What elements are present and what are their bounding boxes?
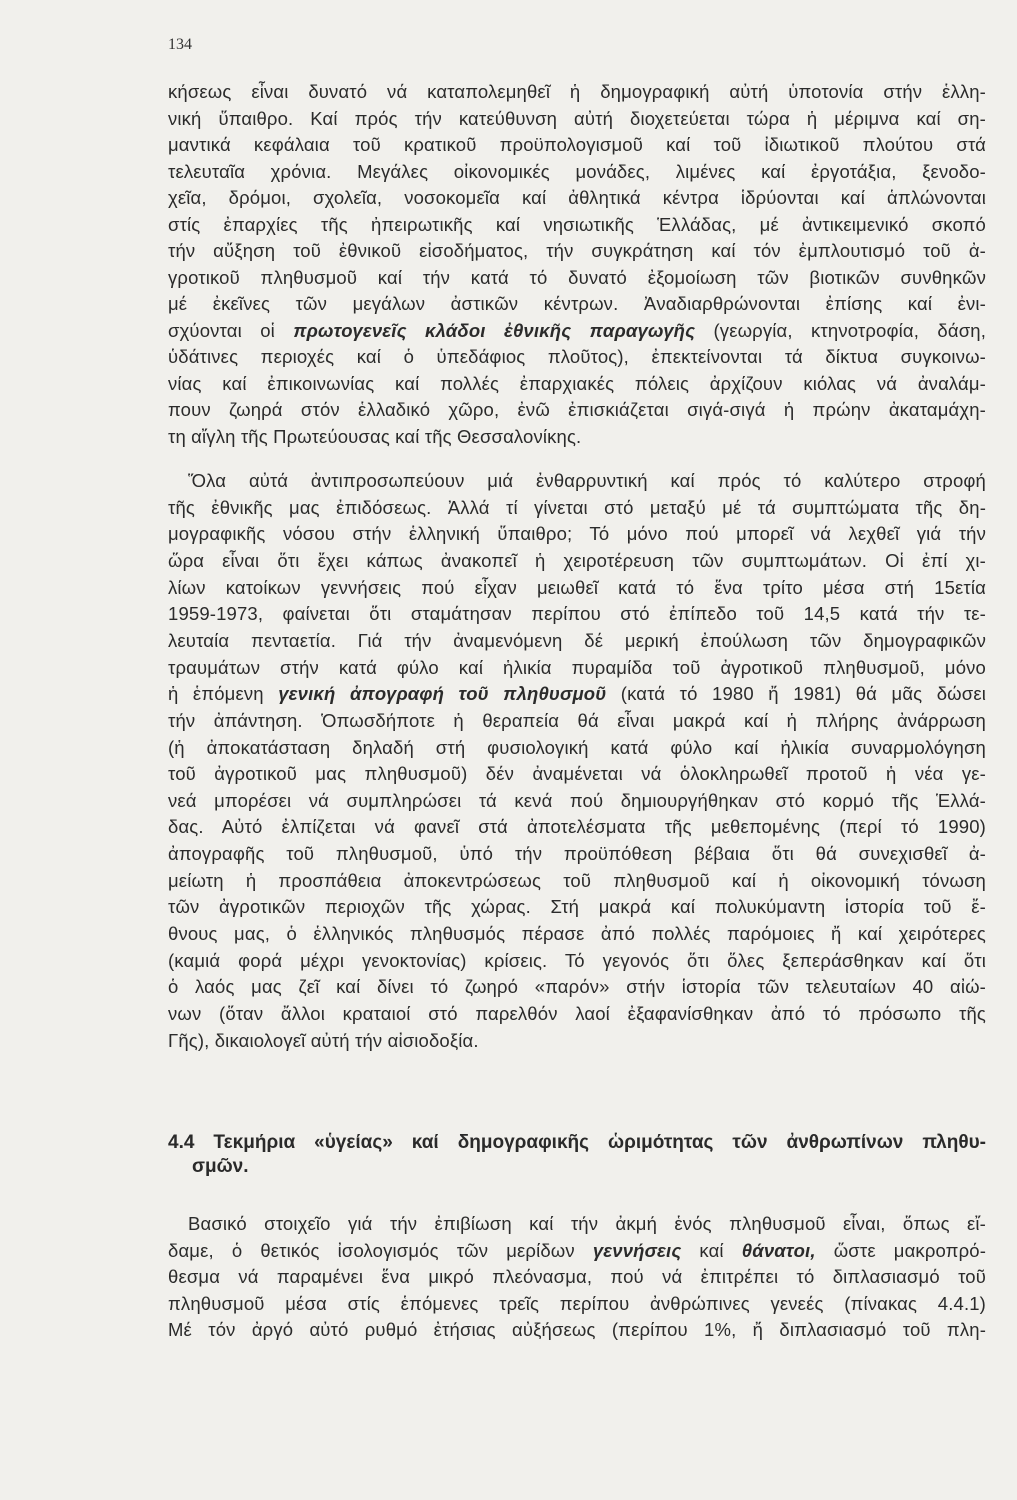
text-run: νων (ὅταν ἄλλοι κραταιοί στό παρελθόν λαοί ἐξαφανίσθηκαν ἀπό τό πρόσωπο τῆς <box>168 1003 986 1024</box>
text-run: κήσεως εἶναι δυνατό νά καταπολεμηθεῖ ἡ δημογραφική αὐτή ὑποτονία στήν ἑλλη- <box>168 81 986 102</box>
text-line <box>168 133 986 157</box>
text-line <box>168 1239 986 1263</box>
text-line <box>168 869 986 893</box>
text-line <box>168 1292 986 1316</box>
text-line <box>168 496 986 520</box>
text-run: τη αἴγλη τῆς Πρωτεύουσας καί τῆς Θεσσαλονίκης. <box>168 425 582 447</box>
text-run: Ὅλα αὐτά ἀντιπροσωπεύουν μιά ἐνθαρρυντική καί πρός τό καλύτερο στροφή <box>188 470 986 491</box>
emphasized-term: γενική ἀπογραφή τοῦ πληθυσμοῦ <box>278 683 607 705</box>
text-line <box>168 602 986 626</box>
text-line <box>168 1265 986 1289</box>
text-line <box>168 213 986 237</box>
text-line <box>168 319 986 343</box>
text-run: ὥρα εἶναι ὅτι ἔχει κάπως ἀνακοπεῖ ἡ χειροτέρευση τῶν συμπτωμάτων. Οἱ ἐπί χι- <box>168 549 986 571</box>
text-run: πουν ζωηρά στόν ἑλλαδικό χῶρο, ἐνῶ ἐπισκιάζεται σιγά-σιγά ἡ πρώην ἀκαταμάχη- <box>168 399 986 420</box>
text-run: Μέ τόν ἀργό αὐτό ρυθμό ἐτήσιας αὐξήσεως (περίπου 1%, ἤ διπλασιασμό τοῦ πλη- <box>168 1319 986 1340</box>
text-line <box>188 1212 986 1236</box>
text-run: ὁ λαός μας ζεῖ καί δίνει τό ζωηρό «παρόν» στήν ἱστορία τῶν τελευταίων 40 αἰώ- <box>168 976 986 998</box>
text-run: μείωτη ἡ προσπάθεια ἀποκεντρώσεως τοῦ πληθυσμοῦ καί ἡ οἰκονομική τόνωση <box>168 869 986 891</box>
text-run: τελευταῖα χρόνια. Μεγάλες οἰκονομικές μονάδες, λιμένες καί ἐργοτάξια, ξενοδο- <box>168 160 986 182</box>
text-run: ὑδάτινες περιοχές καί ὁ ὑπεδάφιος πλοῦτος), ἐπεκτείνονται τά δίκτυα συγκοινω- <box>168 346 986 367</box>
text-run: λευταία πενταετία. Γιά τήν ἀναμενόμενη δέ μερική ἐπούλωση τῶν δημογραφικῶν <box>168 629 986 651</box>
text-line <box>168 682 986 706</box>
text-run: ὥστε μακροπρό- <box>815 1239 987 1261</box>
text-line <box>168 629 986 653</box>
text-line <box>168 398 986 422</box>
text-line <box>168 1318 986 1342</box>
text-line <box>168 975 986 999</box>
text-line <box>168 922 986 946</box>
text-run: τήν αὔξηση τοῦ ἐθνικοῦ εἰσοδήματος, τήν συγκράτηση καί τόν ἐμπλουτισμό τοῦ ἀ- <box>168 240 986 261</box>
section-heading-line: σμῶν. <box>192 1156 249 1177</box>
text-line <box>168 425 986 449</box>
text-run: (ἡ ἀποκατάσταση δηλαδή στή φυσιολογική κατά φύλο καί ἡλικία συναρμολόγηση <box>168 736 986 758</box>
text-run: θνους μας, ὁ ἑλληνικός πληθυσμός πέρασε ἀπό πολλές παρόμοιες ἤ καί χειρότερες <box>168 923 986 945</box>
text-run: καί <box>681 1239 742 1261</box>
text-run: νεά μπορέσει νά συμπληρώσει τά κενά πού δημιουργήθηκαν στό κορμό τῆς Ἑλλά- <box>168 789 986 811</box>
text-line <box>168 656 986 680</box>
text-line <box>168 266 986 290</box>
text-run: τήν ἀπάντηση. Ὁπωσδήποτε ἡ θεραπεία θά εἶναι μακρά καί ἡ πλήρης ἀνάρρωση <box>168 709 986 731</box>
text-line <box>168 895 986 919</box>
text-run: δαμε, ὁ θετικός ἰσολογισμός τῶν μερίδων <box>168 1239 593 1261</box>
emphasized-term: πρωτογενεῖς κλάδοι ἐθνικῆς παραγωγῆς <box>293 319 696 341</box>
text-line <box>168 1029 986 1053</box>
text-line <box>168 292 986 316</box>
text-line <box>168 709 986 733</box>
text-line <box>168 345 986 369</box>
text-run: τῆς ἐθνικῆς μας ἐπιδόσεως. Ἀλλά τί γίνεται στό μεταξύ μέ τά συμπτώματα τῆς δη- <box>168 496 986 518</box>
section-heading-4-4 <box>168 1131 986 1179</box>
text-run: νίας καί ἐπικοινωνίας καί πολλές ἐπαρχιακές πόλεις ἀρχίζουν κιόλας νά ἀναλάμ- <box>168 372 986 394</box>
text-run: θεσμα νά παραμένει ἕνα μικρό πλεόνασμα, πού νά ἐπιτρέπει τό διπλασιασμό τοῦ <box>168 1266 986 1287</box>
text-run: μέ ἐκεῖνες τῶν μεγάλων ἀστικῶν κέντρων. Ἀναδιαρθρώνονται ἐπίσης καί ἐνι- <box>168 293 986 314</box>
text-line <box>168 80 986 104</box>
text-line <box>168 522 986 546</box>
text-line <box>188 469 986 493</box>
text-run: τοῦ ἀγροτικοῦ μας πληθυσμοῦ) δέν ἀναμένεται νά ὁλοκληρωθεῖ προτοῦ ἡ νέα γε- <box>168 763 986 785</box>
text-run: μαντικά κεφάλαια τοῦ κρατικοῦ προϋπολογισμοῦ καί τοῦ ἰδιωτικοῦ πλούτου στά <box>168 134 986 155</box>
text-run: ἀπογραφῆς τοῦ πληθυσμοῦ, ὑπό τήν προϋπόθεση βέβαια ὅτι θά συνεχισθεῖ ἀ- <box>168 843 986 865</box>
text-line <box>168 789 986 813</box>
emphasized-term: γεννήσεις <box>592 1239 682 1261</box>
text-line <box>168 576 986 600</box>
text-line <box>168 949 986 973</box>
text-run: Βασικό στοιχεῖο γιά τήν ἐπιβίωση καί τήν ἀκμή ἑνός πληθυσμοῦ εἶναι, ὅπως εἴ- <box>188 1213 986 1234</box>
text-line <box>168 549 986 573</box>
text-line <box>168 107 986 131</box>
text-run: Γῆς), δικαιολογεῖ αὐτή τήν αἰσιοδοξία. <box>168 1029 479 1051</box>
text-run: τῶν ἀγροτικῶν περιοχῶν τῆς χώρας. Στή μακρά καί πολυκύμαντη ἱστορία τοῦ ἔ- <box>168 896 986 918</box>
text-run: μογραφικῆς νόσου στήν ἑλληνική ὕπαιθρο; Τό μόνο πού μπορεῖ νά λεχθεῖ γιά τήν <box>168 523 986 545</box>
text-run: (καμιά φορά μέχρι γενοκτονίας) κρίσεις. Τό γεγονός ὅτι ὅλες ξεπεράσθηκαν καί ὅτι <box>168 949 986 971</box>
text-run: ἡ ἑπόμενη <box>168 683 279 705</box>
text-run: σχύονται οἱ <box>168 319 294 341</box>
text-run: (γεωργία, κτηνοτροφία, δάση, <box>695 319 986 341</box>
text-run: δας. Αὐτό ἐλπίζεται νά φανεῖ στά ἀποτελέσματα τῆς μεθεπομένης (περί τό 1990) <box>168 816 986 838</box>
text-line <box>168 160 986 184</box>
emphasized-term: θάνατοι, <box>741 1239 816 1261</box>
page-number: 134 <box>168 36 192 53</box>
text-run: χεῖα, δρόμοι, σχολεῖα, νοσοκομεῖα καί ἀθλητικά κέντρα ἱδρύονται καί ἁπλώνονται <box>168 187 986 208</box>
text-line <box>168 1002 986 1026</box>
text-line <box>168 239 986 263</box>
text-line <box>168 762 986 786</box>
text-line <box>168 815 986 839</box>
text-line <box>168 372 986 396</box>
text-line <box>168 842 986 866</box>
section-heading-line: 4.4 Τεκμήρια «ὑγείας» καί δημογραφικῆς ὡριμότητας τῶν ἀνθρωπίνων πληθυ- <box>168 1132 986 1153</box>
text-run: 1959-1973, φαίνεται ὅτι σταμάτησαν περίπου στό ἐπίπεδο τοῦ 14,5 κατά τήν τε- <box>168 603 986 625</box>
text-run: (κατά τό 1980 ἤ 1981) θά μᾶς δώσει <box>606 683 986 705</box>
text-run: γροτικοῦ πληθυσμοῦ καί τήν κατά τό δυνατό ἐξομοίωση τῶν βιοτικῶν συνθηκῶν <box>168 266 986 288</box>
text-run: πληθυσμοῦ μέσα στίς ἑπόμενες τρεῖς περίπου ἀνθρώπινες γενεές (πίνακας 4.4.1) <box>168 1292 986 1314</box>
text-line <box>168 736 986 760</box>
text-run: στίς ἐπαρχίες τῆς ἠπειρωτικῆς καί νησιωτικῆς Ἑλλάδας, μέ ἀντικειμενικό σκοπό <box>168 213 986 235</box>
text-run: νική ὕπαιθρο. Καί πρός τήν κατεύθυνση αὐτή διοχετεύεται τώρα ἡ μέριμνα καί ση- <box>168 107 986 129</box>
text-run: τραυμάτων στήν κατά φύλο καί ἡλικία πυραμίδα τοῦ ἀγροτικοῦ πληθυσμοῦ, μόνο <box>168 656 986 678</box>
text-run: λίων κατοίκων γεννήσεις πού εἶχαν μειωθεῖ κατά τό ἕνα τρίτο μέσα στή 15ετία <box>168 576 986 598</box>
text-line <box>168 186 986 210</box>
